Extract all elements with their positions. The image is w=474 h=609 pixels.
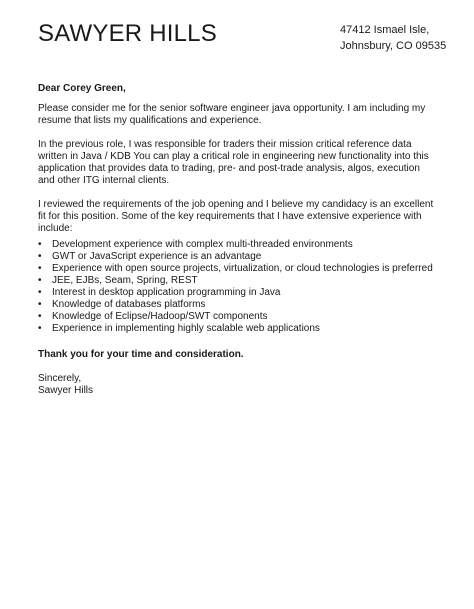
requirements-list (38, 239, 438, 335)
signoff: Sincerely, (38, 373, 82, 384)
list-item-text: Knowledge of Eclipse/Hadoop/SWT components (52, 311, 268, 322)
bullet-icon: • (38, 275, 42, 286)
paragraph-intro: Please consider me for the senior software engineer java opportunity. I am including my resume that lists my qualifications and experience. (38, 103, 426, 126)
list-item (38, 323, 438, 335)
list-item-text: Development experience with complex multi-threaded environments (52, 239, 353, 250)
applicant-name: SAWYER HILLS (38, 20, 217, 47)
bullet-icon: • (38, 263, 42, 274)
paragraph-requirements-intro: I reviewed the requirements of the job opening and I believe my candidacy is an excellent fit for this position. Some of the key requirements that I have extensive experience with include: (38, 199, 434, 234)
list-item-text: Experience in implementing highly scalable web applications (52, 323, 320, 334)
list-item (38, 275, 438, 287)
list-item (38, 263, 438, 275)
bullet-icon: • (38, 323, 42, 334)
list-item (38, 311, 438, 323)
bullet-icon: • (38, 311, 42, 322)
bullet-icon: • (38, 287, 42, 298)
list-item (38, 299, 438, 311)
bullet-icon: • (38, 239, 42, 250)
list-item-text: GWT or JavaScript experience is an advantage (52, 251, 262, 262)
list-item (38, 239, 438, 251)
list-item-text: Experience with open source projects, virtualization, or cloud technologies is preferred (52, 263, 433, 274)
address-line-1: 47412 Ismael Isle, (340, 24, 430, 36)
bullet-icon: • (38, 299, 42, 310)
letter-closing (38, 373, 438, 397)
list-item (38, 287, 438, 299)
list-item (38, 251, 438, 263)
letter-greeting: Dear Corey Green, (38, 83, 126, 94)
list-item-text: Interest in desktop application programming in Java (52, 287, 281, 298)
address-line-2: Johnsbury, CO 09535 (340, 40, 447, 52)
list-item-text: JEE, EJBs, Seam, Spring, REST (52, 275, 198, 286)
signature-name: Sawyer Hills (38, 385, 94, 396)
paragraph-previous-role: In the previous role, I was responsible for traders their mission critical reference data written in Java / KDB You can play a critical role in engineering new functionality into this application that provides data to trading, pre- and post-trade analysis, algos, execution and other ITG internal clients. (38, 139, 429, 186)
applicant-address (340, 22, 446, 54)
list-item-text: Knowledge of databases platforms (52, 299, 206, 310)
letter-body (38, 83, 438, 397)
thanks-line: Thank you for your time and consideration. (38, 349, 244, 360)
bullet-icon: • (38, 251, 42, 262)
